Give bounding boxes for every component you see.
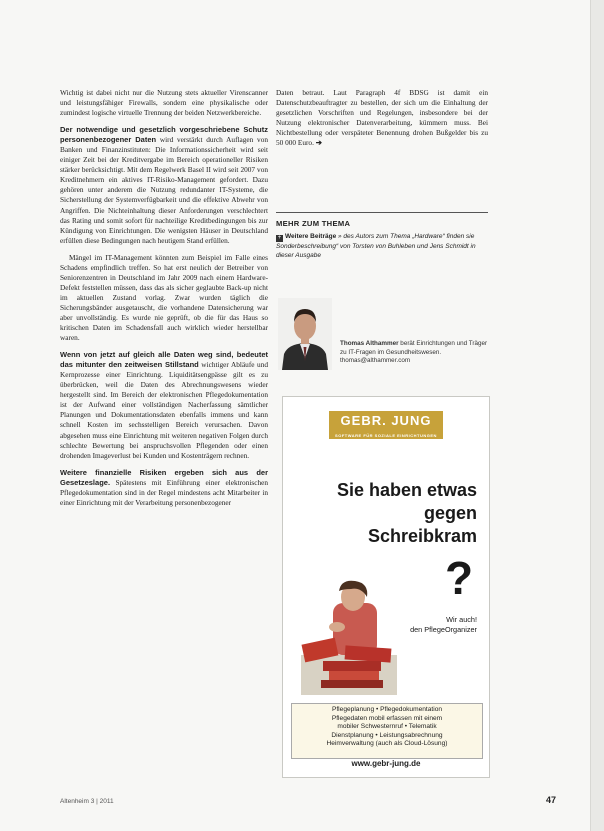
more-on-topic-body: » des Autors zum Thema „Hardware“ finden sie Sonderbeschreibung“ von Torsten von Buhleben und Jens Schmidt in dieser Ausgabe: [276, 233, 476, 259]
left-text-column: [60, 88, 268, 515]
ad-headline-line: Sie haben etwas: [336, 480, 477, 500]
ad-feature-line: Pflegedaten mobil erfassen mit einem: [331, 714, 443, 722]
ad-headline: [287, 479, 477, 548]
ad-feature-line: mobiler Schwesternruf • Telematik: [337, 723, 437, 731]
more-on-topic-box: [276, 212, 488, 260]
ad-tagline-line: Wir auch!: [446, 615, 477, 624]
ad-headline-line: Schreibkram: [367, 526, 477, 546]
paragraph-body: wichtiger Abläufe und Kernprozesse einer Einrichtung. Liquiditätsengpässe gilt es zu überbrücken, weil die Daten des Abrechnungswesens wieder hergestellt sind. Im Bereich der elektronischen Pflegedokumentation ist der Aufwand einer vollständigen Nacherfassung sämtlicher Planungen und Dokumentationsdaten ebenfalls immens und kann schnell Kosten im sechsstelligen Bereich verursachen. Davon abgesehen muss eine Einrichtung mit weiteren negativen Folgen durch schlechte Bewertung bei anspruchsvollen Pflegenden oder einen drohenden Imageverlust bei Kunden und Kostenträgern rechnen.: [60, 360, 268, 460]
middle-text-column: [276, 88, 488, 155]
author-email: thomas@althammer.com: [340, 357, 411, 364]
paragraph-body: Spätestens mit Einführung einer elektronischen Pflegedokumentation sind in der Regel mindestens acht Mitarbeiter in einer Einrichtung mit der Verarbeitung personenbezogener: [60, 477, 268, 507]
more-on-topic-text: [276, 232, 488, 260]
ad-website-link[interactable]: www.gebr-jung.de: [351, 759, 421, 768]
page-number: 47: [546, 795, 557, 805]
author-caption: [340, 340, 490, 366]
paragraph-lead: Der notwendige und gesetzlich vorgeschriebene Schutz personenbezogener Daten: [60, 125, 268, 145]
paragraph: [60, 350, 268, 461]
ad-feature-line: Dienstplanung • Leistungsabrechnung: [331, 731, 443, 739]
paragraph-lead: Wenn von jetzt auf gleich alle Daten weg sind, bedeutet das mitunter den zeitweisen Stillstand: [60, 350, 268, 370]
divider: [276, 212, 488, 213]
footer-publication: Altenheim 3 | 2011: [60, 798, 114, 805]
advertiser-logo: [329, 411, 443, 439]
plus-icon: +: [277, 235, 282, 241]
paragraph-body: wird verstärkt durch Auflagen von Banken und Finanzinstituten: Die Informationssicherheit wird seit einiger Zeit bei der Kreditvergabe im Bereich operationeller Risiken stärker berücksichtigt. Mit dem Regelwerk Basel II wird seit 2007 von Kreditnehmern ein aktives IT-Risiko-Management gefordert. Dazu gehören unter anderem die Nutzung redundanter IT-Systeme, die Sicherstellung der Systemverfügbarkeit und die effektive Abwehr von Angriffen. Die Nichteinhaltung dieser Anforderungen verschlechtert das Rating und somit sofort für nachteilige Kreditbedingungen bis zur Kündigung von Einrichtungen. Die wenigsten Häuser in Deutschland erfüllen diese Bedingungen nach heutigem Stand erfüllen.: [60, 135, 268, 245]
author-description: berät Einrichtungen und Träger zu IT-Fragen im Gesundheitswesen.: [340, 340, 488, 356]
paragraph: Mängel im IT-Management könnten zum Beispiel im Falle eines Schadens empfindlich treffen. So hat erst neulich der Betreiber von Seniorenzentren in Deutschland im Jahr 2009 nach einem Hardware-Defekt feststellen müssen, dass das als sicher geglaubte Back-up nicht im aktuellen Zustand vorlag. Zwar wurden täglich die Sicherungsbänder ausgetauscht, die vorhandene Datensicherung war aber unvollständig. Es wurde nie geprüft, ob die für das Haus so kritischen Daten im Schadensfall auch wirklich wieder herstellbar waren.: [60, 252, 268, 343]
paragraph: [276, 88, 488, 148]
paragraph: Wichtig ist dabei nicht nur die Nutzung stets aktueller Virenscanner und leistungsfähiger Firewalls, sondern eine physikalische oder zumindest logische virtuelle Trennung der beiden Netzwerkbereiche.: [60, 88, 268, 118]
end-arrow-icon: ➔: [315, 138, 322, 148]
advertisement: [282, 396, 490, 778]
paragraph-body: Daten betraut. Laut Paragraph 4f BDSG ist damit ein Datenschutzbeauftragter zu bestellen, der sich um die Einhaltung der gesetzlichen Vorschriften und Regelungen, insbesondere bei der Nutzung elektronischer Datenverarbeitung, kümmern muss. Bei Nichtbestellung oder verspäteter Benennung drohen Bußgelder bis zu 50 000 Euro.: [276, 88, 488, 148]
ad-feature-line: Heimverwaltung (auch als Cloud-Lösung): [326, 740, 448, 748]
ad-headline-line: gegen: [423, 503, 477, 523]
ad-features-box: [291, 703, 483, 759]
page-edge: [590, 0, 604, 831]
question-mark: ?: [445, 552, 474, 604]
ad-tagline: [410, 615, 477, 634]
paragraph: [60, 468, 268, 508]
paragraph-lead: Weitere finanzielle Risiken ergeben sich aus der Gesetzeslage.: [60, 467, 268, 487]
more-on-topic-heading: MEHR ZUM THEMA: [276, 219, 351, 228]
paragraph: [60, 125, 268, 246]
ad-tagline-line: den PflegeOrganizer: [410, 624, 477, 634]
author-photo: [278, 298, 332, 370]
advertiser-logo-text: GEBR. JUNG: [340, 413, 432, 428]
advertiser-logo-subline: SOFTWARE FÜR SOZIALE EINRICHTUNGEN: [335, 433, 437, 438]
woman-with-folders-illustration: [293, 577, 405, 697]
more-on-topic-label: Weitere Beiträge: [285, 233, 337, 240]
author-name: Thomas Althammer: [340, 340, 399, 347]
ad-feature-line: Pflegeplanung • Pflegedokumentation: [331, 706, 443, 713]
